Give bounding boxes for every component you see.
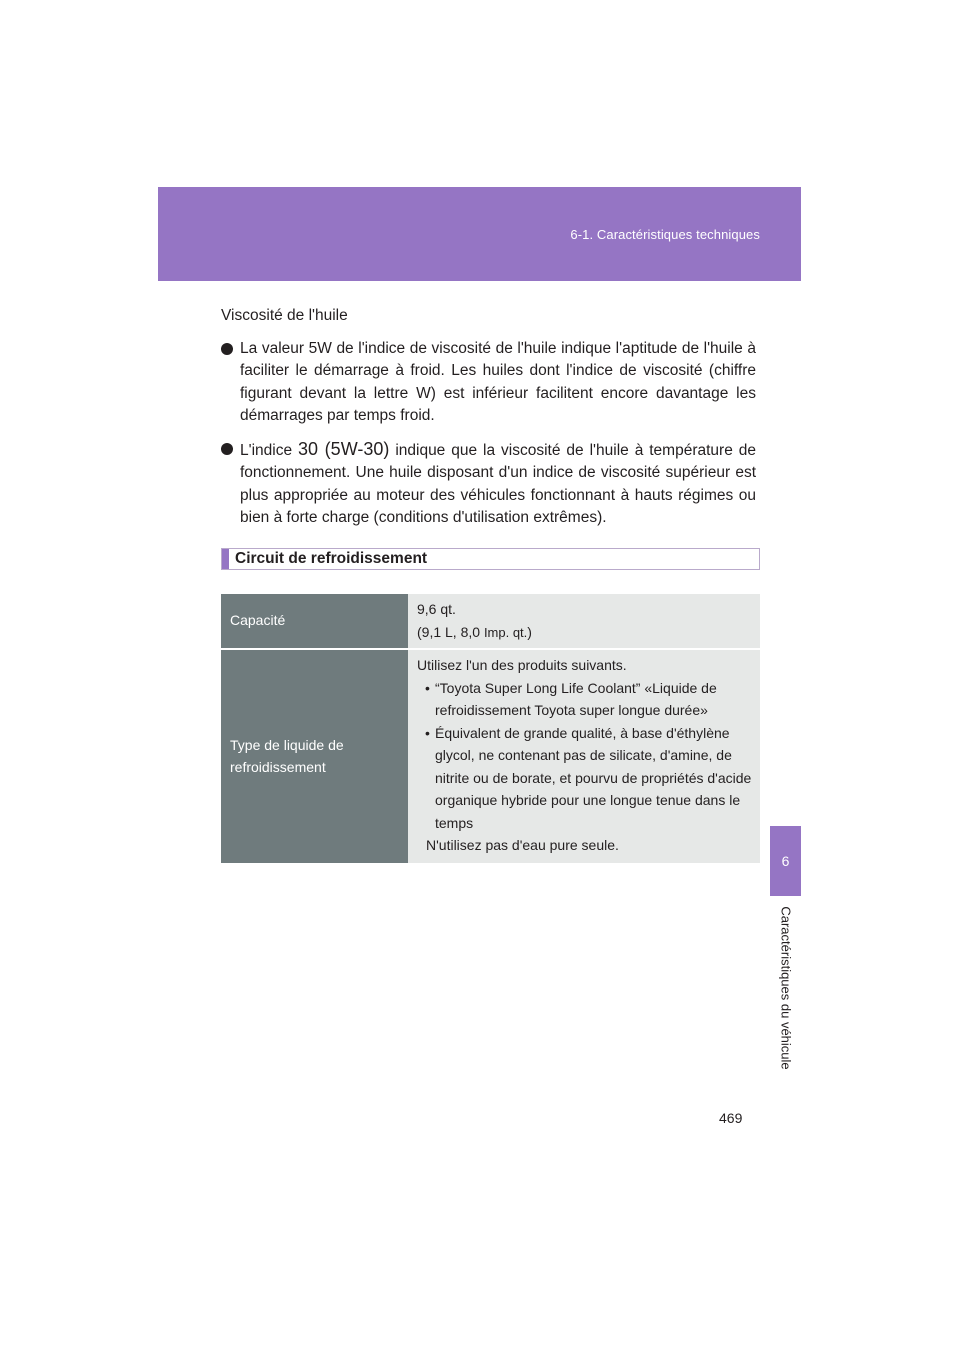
table-row: [221, 594, 760, 649]
list-item: • “Toyota Super Long Life Coolant” «Liquide de refroidissement Toyota super longue durée»: [417, 677, 752, 722]
capacity-label: Capacité: [221, 594, 408, 649]
chapter-tab-label: Caractéristiques du véhicule: [778, 906, 794, 1070]
page-number: 469: [719, 1110, 743, 1126]
coolant-list: [417, 677, 752, 835]
chapter-header-band: [158, 187, 801, 281]
section-title: 6-1. Caractéristiques techniques: [570, 227, 760, 242]
coolant-type-value: [408, 649, 760, 863]
oil-viscosity-section: [221, 305, 756, 540]
bullet-dot-icon: [221, 443, 233, 455]
cooling-system-title-bar: [221, 548, 760, 570]
title-bar-accent: [222, 549, 229, 569]
capacity-value-unit: Imp. qt.: [483, 624, 528, 640]
viscosity-bullet-1: [221, 338, 756, 428]
bullet-dot-icon: [221, 343, 233, 355]
capacity-value-close: ): [527, 623, 532, 640]
viscosity-bullet-2: [221, 438, 756, 530]
capacity-value-main: 9,6 qt.: [417, 601, 456, 617]
cooling-spec-table: [221, 594, 760, 863]
capacity-value: [408, 594, 760, 649]
capacity-value-open: (9,1 L, 8,0: [417, 623, 484, 640]
coolant-note: N'utilisez pas d'eau pure seule.: [426, 837, 619, 853]
list-item: • Équivalent de grande qualité, à base d'éthylène glycol, ne contenant pas de silicate, d'amine, de nitrite ou de borate, et pourvu de propriétés d'acide organique hybride pour une longue tenue dans le temps: [417, 722, 752, 835]
oil-viscosity-heading: Viscosité de l'huile: [221, 307, 348, 324]
coolant-type-label: Type de liquide de refroidissement: [221, 649, 408, 863]
viscosity-bullet-2-text: indique que la viscosité de l'huile à température de fonctionnement. Une huile disposant d'un indice de viscosité supérieur est plus appropriée au moteur des véhicules fonctionnant à hauts régimes ou bien à forte charge (conditions d'utilisation extrêmes).: [240, 441, 757, 526]
coolant-intro: Utilisez l'un des produits suivants.: [417, 657, 627, 673]
chapter-tab-number: 6: [770, 826, 801, 896]
viscosity-bullet-1-text: La valeur 5W de l'indice de viscosité de l'huile indique l'aptitude de l'huile à faciliter le démarrage à froid. Les huiles dont l'indice de viscosité (chiffre figurant devant la lettre W) est inférieur facilitent encore davantage les démarrages par temps froid.: [240, 339, 756, 424]
viscosity-bullet-2-prefix: L'indice: [240, 441, 299, 459]
table-row: [221, 649, 760, 863]
viscosity-bullet-2-emphasis: 30 (5W-30): [298, 438, 390, 459]
cooling-system-title: Circuit de refroidissement: [235, 550, 428, 567]
